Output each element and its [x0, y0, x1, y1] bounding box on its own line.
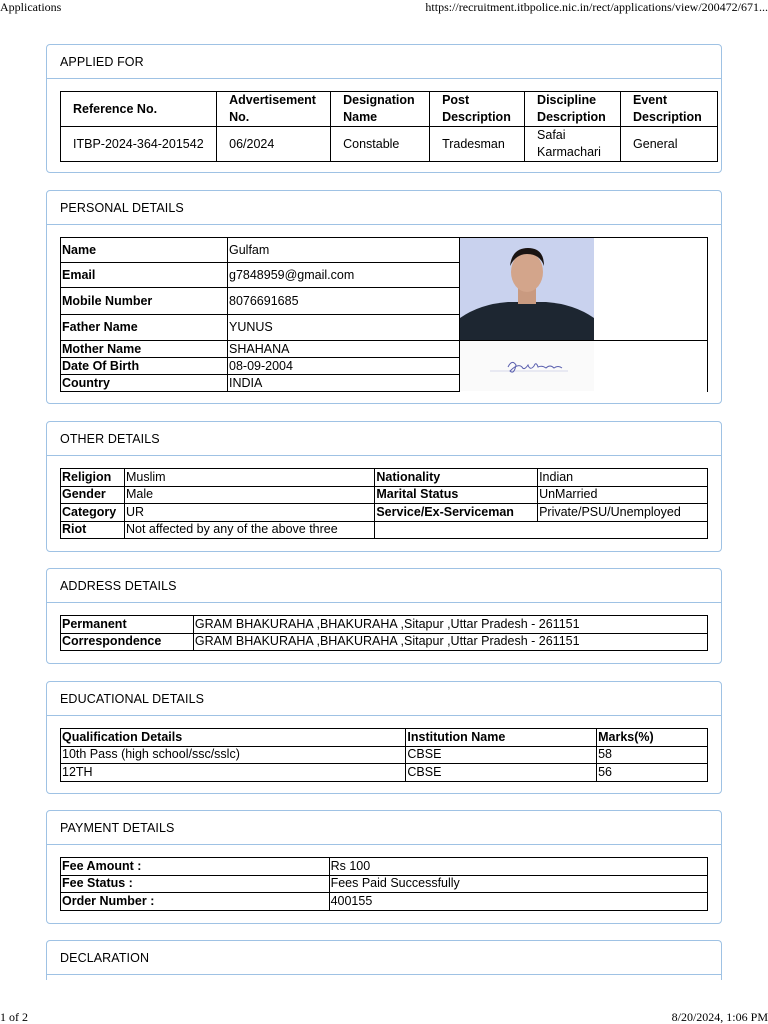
table-row: [61, 893, 708, 911]
photo-cell: [460, 238, 708, 341]
col-marks: Marks(%): [597, 729, 708, 747]
print-page-title: Applications: [0, 0, 62, 14]
table-row: [61, 521, 708, 539]
table-row: [61, 469, 708, 487]
applied-for-header-row: [61, 92, 718, 127]
educational-details-heading: EDUCATIONAL DETAILS: [47, 682, 721, 716]
designation-name-value: Constable: [331, 127, 430, 162]
col-event-description: Event Description: [621, 92, 718, 127]
applicant-photo: [460, 238, 594, 340]
table-row: [61, 341, 708, 358]
applicant-signature: [460, 341, 594, 391]
personal-details-heading: PERSONAL DETAILS: [47, 191, 721, 225]
discipline-description-value: Safai Karmachari: [525, 127, 621, 162]
mother-name-label: Mother Name: [61, 341, 228, 358]
mother-name-value: SHAHANA: [228, 341, 460, 358]
applied-for-table: [60, 91, 718, 162]
page-number: 1 of 2: [0, 1010, 28, 1024]
table-row: [61, 504, 708, 522]
declaration-heading: DECLARATION: [47, 941, 721, 975]
date-of-birth-value: 08-09-2004: [228, 358, 460, 375]
gender-label: Gender: [61, 486, 125, 504]
nationality-label: Nationality: [375, 469, 538, 487]
other-details-table: [60, 468, 708, 539]
print-page-url: https://recruitment.itbpolice.nic.in/rect/applications/view/200472/671...: [425, 0, 768, 14]
fee-amount-value: Rs 100: [329, 858, 707, 876]
declaration-card: [46, 940, 722, 980]
order-number-label: Order Number :: [61, 893, 330, 911]
other-details-card: [46, 421, 722, 552]
marital-status-label: Marital Status: [375, 486, 538, 504]
table-row: [61, 127, 718, 162]
table-row: [61, 875, 708, 893]
table-row: [61, 764, 708, 782]
table-row: [61, 238, 708, 263]
category-value: UR: [124, 504, 374, 522]
fee-amount-label: Fee Amount :: [61, 858, 330, 876]
col-post-description: Post Description: [430, 92, 525, 127]
advertisement-no-value: 06/2024: [217, 127, 331, 162]
reference-no-value: ITBP-2024-364-201542: [61, 127, 217, 162]
table-row: [61, 486, 708, 504]
qualification-value: 10th Pass (high school/ssc/sslc): [61, 746, 406, 764]
permanent-address-value: GRAM BHAKURAHA ,BHAKURAHA ,Sitapur ,Uttar Pradesh - 261151: [193, 616, 707, 634]
table-row: [61, 616, 708, 634]
col-discipline-description: Discipline Description: [525, 92, 621, 127]
personal-details-card: [46, 190, 722, 404]
nationality-value: Indian: [538, 469, 708, 487]
applied-for-heading: APPLIED FOR: [47, 45, 721, 79]
mobile-number-value: 8076691685: [228, 288, 460, 314]
applied-for-card: [46, 44, 722, 173]
marks-value: 58: [597, 746, 708, 764]
col-reference-no: Reference No.: [61, 92, 217, 127]
col-institution-name: Institution Name: [406, 729, 597, 747]
table-row: [61, 633, 708, 651]
other-details-heading: OTHER DETAILS: [47, 422, 721, 456]
educational-details-card: [46, 681, 722, 794]
qualification-value: 12TH: [61, 764, 406, 782]
name-label: Name: [61, 238, 228, 263]
empty-cell: [375, 521, 708, 539]
email-label: Email: [61, 263, 228, 288]
father-name-label: Father Name: [61, 314, 228, 340]
col-designation-name: Designation Name: [331, 92, 430, 127]
order-number-value: 400155: [329, 893, 707, 911]
col-advertisement-no: Advertisement No.: [217, 92, 331, 127]
mobile-number-label: Mobile Number: [61, 288, 228, 314]
correspondence-address-label: Correspondence: [61, 633, 194, 651]
country-label: Country: [61, 375, 228, 392]
riot-label: Riot: [61, 521, 125, 539]
country-value: INDIA: [228, 375, 460, 392]
print-datetime: 8/20/2024, 1:06 PM: [671, 1010, 768, 1024]
print-header: [0, 0, 768, 14]
institution-value: CBSE: [406, 746, 597, 764]
fee-status-value: Fees Paid Successfully: [329, 875, 707, 893]
date-of-birth-label: Date Of Birth: [61, 358, 228, 375]
educational-details-table: [60, 728, 708, 782]
payment-details-card: [46, 810, 722, 924]
father-name-value: YUNUS: [228, 314, 460, 340]
table-row: [61, 746, 708, 764]
educational-header-row: [61, 729, 708, 747]
address-details-heading: ADDRESS DETAILS: [47, 569, 721, 603]
table-row: [61, 858, 708, 876]
email-value: g7848959@gmail.com: [228, 263, 460, 288]
event-description-value: General: [621, 127, 718, 162]
payment-details-table: [60, 857, 708, 911]
print-footer: [0, 1010, 768, 1024]
service-label: Service/Ex-Serviceman: [375, 504, 538, 522]
name-value: Gulfam: [228, 238, 460, 263]
correspondence-address-value: GRAM BHAKURAHA ,BHAKURAHA ,Sitapur ,Uttar Pradesh - 261151: [193, 633, 707, 651]
religion-value: Muslim: [124, 469, 374, 487]
marks-value: 56: [597, 764, 708, 782]
col-qualification-details: Qualification Details: [61, 729, 406, 747]
personal-details-table: [60, 237, 708, 392]
fee-status-label: Fee Status :: [61, 875, 330, 893]
service-value: Private/PSU/Unemployed: [538, 504, 708, 522]
payment-details-heading: PAYMENT DETAILS: [47, 811, 721, 845]
signature-cell: [460, 341, 708, 392]
address-details-table: [60, 615, 708, 651]
post-description-value: Tradesman: [430, 127, 525, 162]
gender-value: Male: [124, 486, 374, 504]
category-label: Category: [61, 504, 125, 522]
permanent-address-label: Permanent: [61, 616, 194, 634]
religion-label: Religion: [61, 469, 125, 487]
riot-value: Not affected by any of the above three: [124, 521, 374, 539]
address-details-card: [46, 568, 722, 664]
marital-status-value: UnMarried: [538, 486, 708, 504]
institution-value: CBSE: [406, 764, 597, 782]
